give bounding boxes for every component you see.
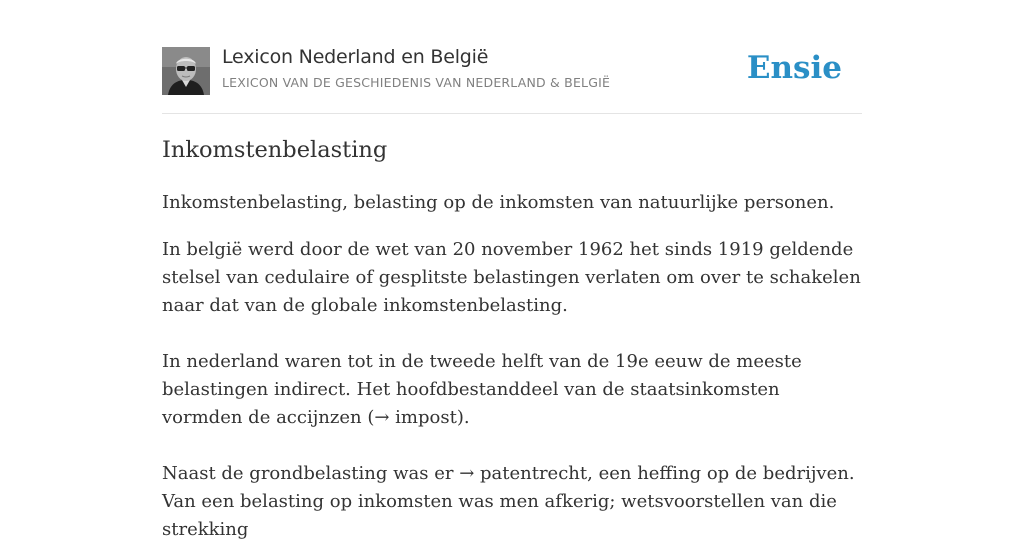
article-title: Inkomstenbelasting (162, 137, 388, 163)
paragraph-text: Naast de grondbelasting was er (162, 463, 460, 484)
article-paragraph-4 (162, 460, 862, 544)
portrait-photo-icon (162, 47, 210, 95)
paragraph-text: In nederland waren tot in de tweede helft van de 19e eeuw de meeste belastingen indirect. Het hoofdbestanddeel van de staatsinkomsten vormden de accijnzen ( (162, 351, 802, 428)
paragraph-text: ). (456, 407, 470, 428)
paragraph-text: , een heffing op de bedrijven. Van een belasting op inkomsten was men afkerig; wetsvoorstellen van die strekking (162, 463, 855, 540)
author-avatar[interactable] (162, 47, 210, 95)
page-container (162, 0, 862, 540)
article-paragraph-3 (162, 348, 862, 432)
site-subtitle: LEXICON VAN DE GESCHIEDENIS VAN NEDERLAND & BELGIË (222, 75, 611, 90)
ensie-logo-link[interactable]: Ensie (746, 50, 842, 86)
article-paragraph-2: In belgië werd door de wet van 20 november 1962 het sinds 1919 geldende stelsel van cedulaire of gesplitste belastingen verlaten om over te schakelen naar dat van de globale inkomstenbelasting. (162, 239, 861, 316)
site-header (162, 0, 862, 114)
impost-link[interactable]: → impost (374, 407, 457, 428)
site-title[interactable]: Lexicon Nederland en België (222, 46, 489, 68)
article-paragraph-1: Inkomstenbelasting, belasting op de inkomsten van natuurlijke personen. (162, 192, 835, 213)
patentrecht-link[interactable]: → patentrecht (459, 463, 588, 484)
